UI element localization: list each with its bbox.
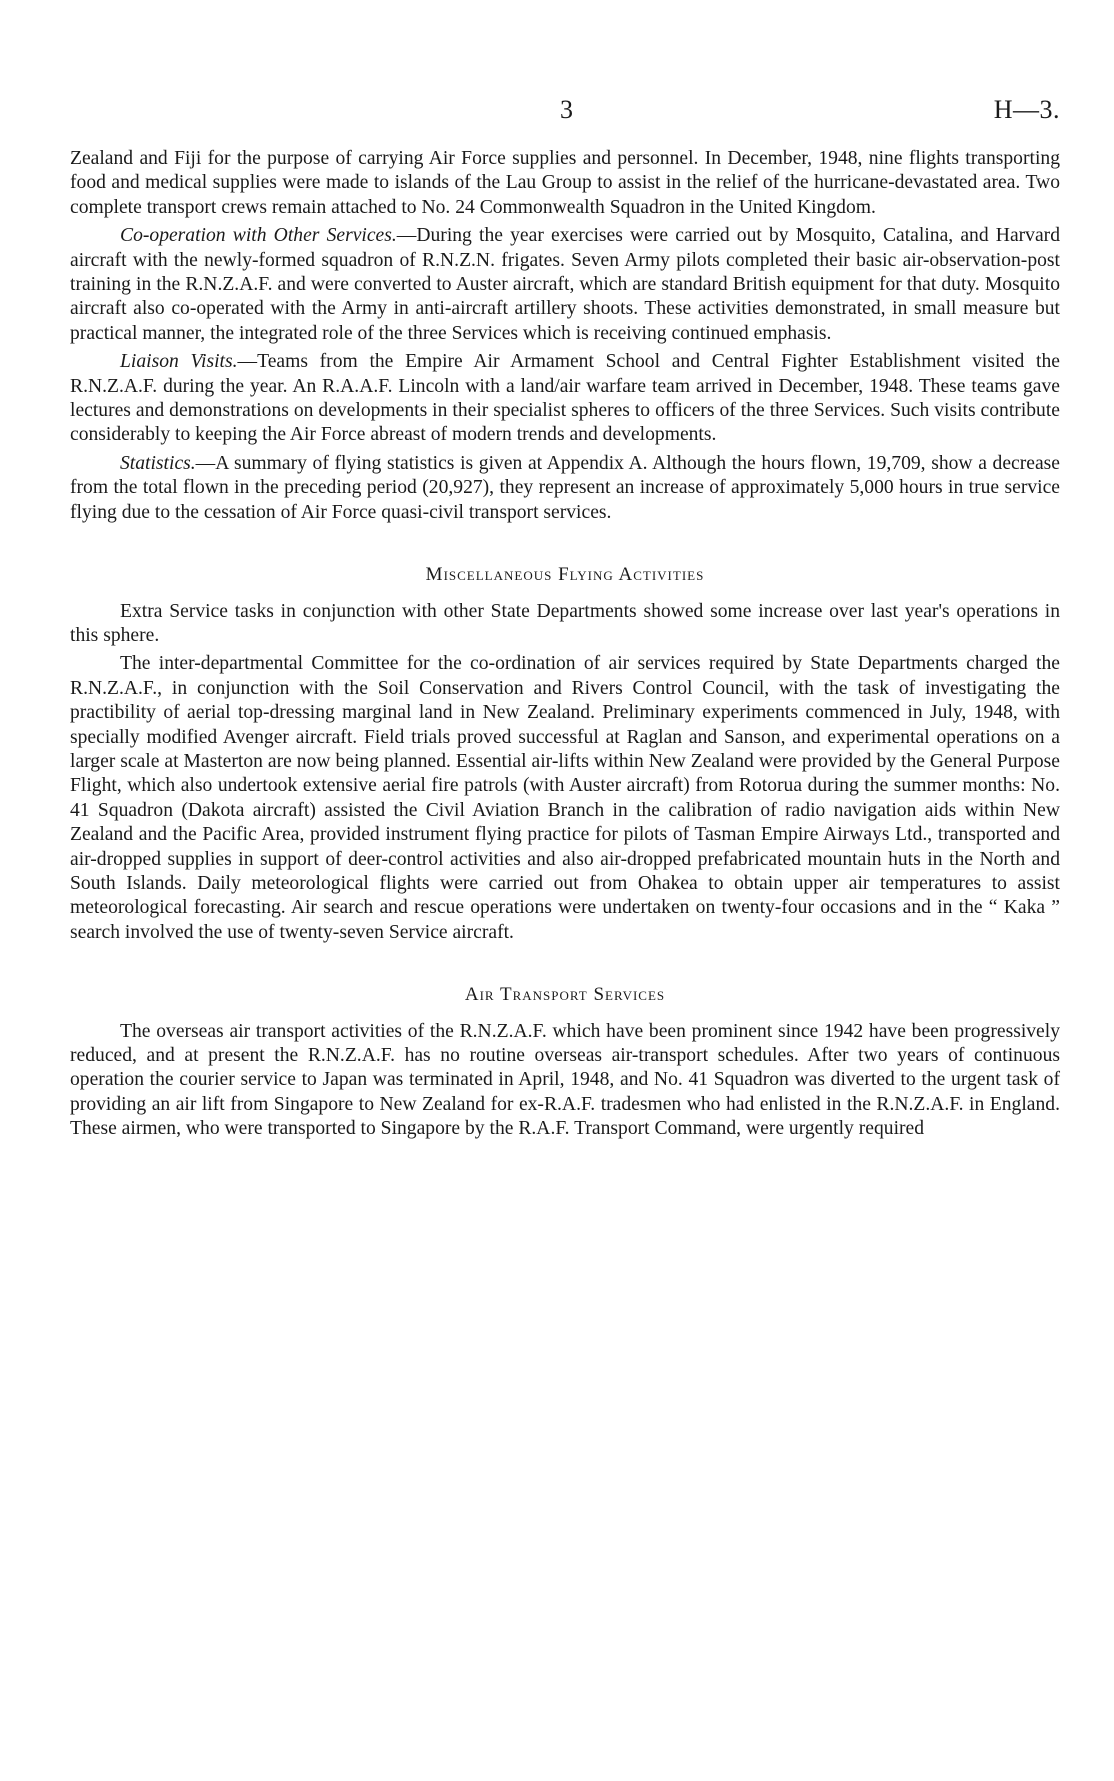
body-text	[70, 147, 1060, 1142]
paragraph-text: —During the year exercises were carried out by Mosquito, Catalina, and Harvard aircraft with the newly-formed squadron of R.N.Z.N. frigates. Seven Army pilots completed their basic air-observation-post training in the R.N.Z.A.F. and were converted to Auster aircraft, which are standard British equipment for that duty. Mosquito aircraft also co-operated with the Army in anti-aircraft artillery shoots. These activities demonstrated, in small measure but practical manner, the integrated role of the three Services which is receiving continued emphasis.	[70, 225, 1060, 344]
paragraph	[70, 452, 1060, 525]
paragraph-lead: Co-operation with Other Services.	[120, 225, 397, 247]
paragraph	[70, 224, 1060, 346]
paragraph-text: Extra Service tasks in conjunction with other State Departments showed some increase over last year's operations in this sphere.	[70, 600, 1060, 646]
paragraph-lead: Statistics.	[120, 452, 196, 474]
paragraph-text: —Teams from the Empire Air Armament School and Central Fighter Establishment visited the R.N.Z.A.F. during the year. An R.A.A.F. Lincoln with a land/air warfare team arrived in December, 1948. These teams gave lectures and demonstrations on developments in their specialist spheres to officers of the three Services. Such visits contribute considerably to keeping the Air Force abreast of modern trends and developments.	[70, 351, 1060, 446]
paragraph-text: Zealand and Fiji for the purpose of carrying Air Force supplies and personnel. In December, 1948, nine flights transporting food and medical supplies were made to islands of the Lau Group to assist in the relief of the hurricane-devastated area. Two complete transport crews remain attached to No. 24 Commonwealth Squadron in the United Kingdom.	[70, 148, 1060, 218]
paragraph-lead: Liaison Visits.	[120, 351, 238, 373]
page-number: 3	[560, 95, 573, 124]
page	[70, 95, 1060, 1146]
paragraph-text: —A summary of flying statistics is given at Appendix A. Although the hours flown, 19,709, show a decrease from the total flown in the preceding period (20,927), they represent an increase of approximately 5,000 hours in true service flying due to the cessation of Air Force quasi-civil transport services.	[70, 452, 1060, 523]
page-header	[70, 95, 1060, 147]
paragraph	[70, 652, 1060, 945]
paragraph	[70, 350, 1060, 448]
section-heading-air-transport: Air Transport Services	[464, 984, 666, 1006]
paragraph	[70, 147, 1060, 220]
document-reference: H—3.	[993, 95, 1060, 124]
paragraph	[70, 600, 1060, 649]
section-heading-miscellaneous: Miscellaneous Flying Activities	[425, 564, 705, 586]
paragraph	[70, 1020, 1060, 1142]
paragraph-text: The inter-departmental Committee for the co-ordination of air services required by State Departments charged the R.N.Z.A.F., in conjunction with the Soil Conservation and Rivers Control Council, with the task of investigating the practibility of aerial top-dressing marginal land in New Zealand. Preliminary experiments commenced in July, 1948, with specially modified Avenger aircraft. Field trials proved successful at Raglan and Sanson, and experimental operations on a larger scale at Masterton are now being planned. Essential air-lifts within New Zealand were provided by the General Purpose Flight, which also undertook extensive aerial fire patrols (with Auster aircraft) from Rotorua during the summer months: No. 41 Squadron (Dakota aircraft) assisted the Civil Aviation Branch in the calibration of radio navigation aids within New Zealand and the Pacific Area, provided instrument flying practice for pilots of Tasman Empire Airways Ltd., transported and air-dropped supplies in support of deer-control activities and also air-dropped prefabricated mountain huts in the North and South Islands. Daily meteorological flights were carried out from Ohakea to obtain upper air temperatures to assist meteorological forecasting. Air search and rescue operations were undertaken on twenty-four occasions and in the “ Kaka ” search involved the use of twenty-seven Service aircraft.	[70, 653, 1060, 943]
paragraph-text: The overseas air transport activities of the R.N.Z.A.F. which have been prominent since 1942 have been progressively reduced, and at present the R.N.Z.A.F. has no routine overseas air-transport schedules. After two years of continuous operation the courier service to Japan was terminated in April, 1948, and No. 41 Squadron was diverted to the urgent task of providing an air lift from Singapore to New Zealand for ex-R.A.F. tradesmen who had enlisted in the R.N.Z.A.F. in England. These airmen, who were transported to Singapore by the R.A.F. Transport Command, were urgently required	[70, 1020, 1060, 1140]
